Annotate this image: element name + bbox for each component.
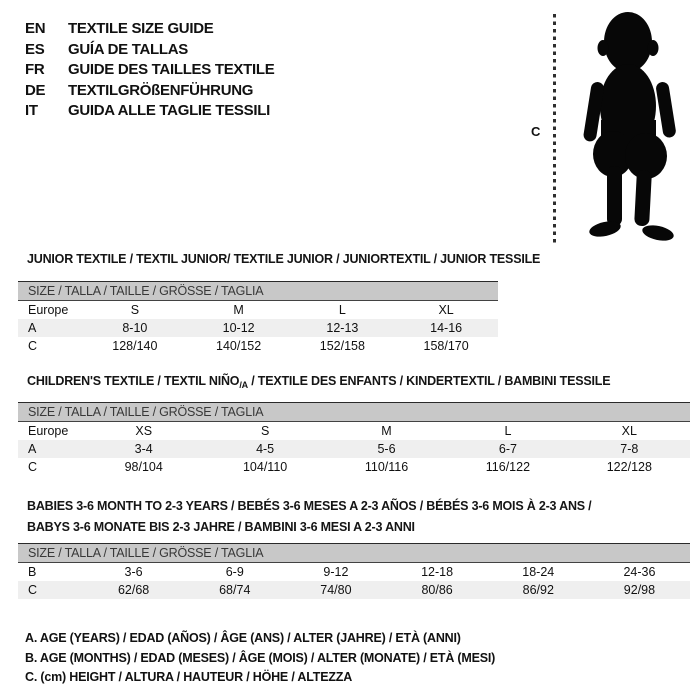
age-cell: 24-36: [623, 564, 656, 579]
table-row-age-months: [18, 563, 690, 581]
toddler-silhouette-figure: [562, 8, 698, 250]
language-label: GUIDE DES TAILLES TEXTILE: [68, 61, 275, 78]
language-row-fr: [25, 60, 274, 81]
footnote-c: C. (cm) HEIGHT / ALTURA / HAUTEUR / HÖHE / ALTEZZA: [25, 670, 353, 684]
height-cell: 62/68: [117, 582, 150, 597]
height-cell: 116/122: [485, 459, 531, 474]
table-row-height: [18, 458, 690, 476]
language-code: DE: [25, 81, 46, 99]
height-cell: 80/86: [421, 582, 453, 597]
babies-title-line1: BABIES 3-6 MONTH TO 2-3 YEARS / BEBÉS 3-6 MESES A 2-3 AÑOS / BÉBÉS 3-6 MOIS À 2-3 ANS /: [27, 499, 592, 513]
height-measure-dashed-line: [553, 14, 556, 246]
language-label: TEXTILGRÖßENFÜHRUNG: [68, 81, 254, 99]
children-title-post: / TEXTILE DES ENFANTS / KINDERTEXTIL / BAMBINI TESSILE: [247, 374, 611, 388]
children-table-title: [27, 374, 610, 390]
toddler-silhouette-icon: [562, 8, 698, 250]
table-row-height: [18, 337, 498, 355]
height-cell: 98/104: [124, 459, 163, 474]
size-cell: L: [338, 302, 346, 317]
junior-table-title: JUNIOR TEXTILE / TEXTIL JUNIOR/ TEXTILE JUNIOR / JUNIORTEXTIL / JUNIOR TESSILE: [27, 252, 541, 266]
row-label: B: [28, 564, 37, 579]
babies-title-line2: BABYS 3-6 MONATE BIS 2-3 JAHRE / BAMBINI 3-6 MESI A 2-3 ANNI: [27, 519, 415, 534]
height-cell: 158/170: [423, 338, 469, 353]
junior-size-table: [18, 281, 498, 355]
age-cell: 5-6: [377, 441, 396, 456]
children-size-table: [18, 402, 690, 476]
age-cell: 12-13: [326, 320, 359, 335]
size-cell: XS: [135, 423, 153, 438]
age-cell: 6-7: [498, 441, 517, 456]
language-code: ES: [25, 40, 45, 58]
height-cell: 92/98: [623, 582, 656, 597]
age-cell: 14-16: [430, 320, 463, 335]
height-cell: 122/128: [606, 459, 652, 474]
babies-size-table: [18, 543, 690, 599]
height-cell: 104/110: [242, 459, 288, 474]
row-label: C: [28, 338, 38, 353]
language-row-it: [25, 101, 274, 122]
table-row-europe: [18, 422, 690, 440]
age-cell: 8-10: [122, 320, 148, 335]
language-code: IT: [25, 102, 38, 119]
row-label: A: [28, 441, 37, 456]
language-row-es: [25, 40, 274, 61]
size-header-bar: SIZE / TALLA / TAILLE / GRÖSSE / TAGLIA: [18, 282, 498, 301]
babies-table-title: [27, 496, 591, 537]
height-cell: 140/152: [216, 338, 262, 353]
height-cell: 68/74: [219, 582, 251, 597]
table-row-age: [18, 319, 498, 337]
size-cell: M: [381, 423, 392, 438]
age-cell: 6-9: [225, 564, 244, 579]
size-cell: L: [504, 423, 512, 438]
size-cell: M: [233, 302, 244, 317]
table-row-height: [18, 581, 690, 599]
height-cell: 74/80: [320, 582, 352, 597]
language-row-en: [25, 19, 274, 40]
size-cell: XL: [438, 302, 454, 317]
age-cell: 4-5: [256, 441, 275, 456]
row-label: C: [28, 459, 38, 474]
height-cell: 152/158: [319, 338, 365, 353]
size-header-bar: SIZE / TALLA / TAILLE / GRÖSSE / TAGLIA: [18, 544, 690, 563]
language-code: FR: [25, 61, 45, 78]
age-cell: 12-18: [421, 564, 454, 579]
row-label: Europe: [28, 302, 69, 317]
row-label: C: [28, 582, 38, 597]
language-list: [25, 19, 274, 122]
size-cell: S: [260, 423, 270, 438]
age-cell: 10-12: [222, 320, 255, 335]
language-label: GUÍA DE TALLAS: [68, 40, 188, 58]
footnote-a: A. AGE (YEARS) / EDAD (AÑOS) / ÂGE (ANS) / ALTER (JAHRE) / ETÀ (ANNI): [25, 631, 461, 645]
age-cell: 3-6: [124, 564, 143, 579]
age-cell: 18-24: [522, 564, 555, 579]
row-label: Europe: [28, 423, 69, 438]
row-label: A: [28, 320, 37, 335]
size-cell: S: [130, 302, 140, 317]
size-cell: XL: [621, 423, 637, 438]
height-cell: 86/92: [522, 582, 554, 597]
footnotes: [25, 629, 495, 688]
children-title-sub: /A: [239, 380, 248, 390]
height-cell: 110/116: [364, 459, 409, 474]
language-label: GUIDA ALLE TAGLIE TESSILI: [68, 102, 270, 119]
language-row-de: [25, 81, 274, 102]
height-cell: 128/140: [112, 338, 158, 353]
table-row-europe: [18, 301, 498, 319]
size-header-bar: SIZE / TALLA / TAILLE / GRÖSSE / TAGLIA: [18, 403, 690, 422]
measure-label-c: C: [531, 124, 541, 139]
children-title-pre: CHILDREN'S TEXTILE / TEXTIL NIÑO: [27, 374, 240, 388]
footnote-b: B. AGE (MONTHS) / EDAD (MESES) / ÂGE (MOIS) / ALTER (MONATE) / ETÀ (MESI): [25, 650, 496, 665]
language-label: TEXTILE SIZE GUIDE: [68, 20, 214, 37]
table-row-age: [18, 440, 690, 458]
age-cell: 9-12: [323, 564, 349, 579]
age-cell: 3-4: [134, 441, 153, 456]
language-code: EN: [25, 20, 46, 37]
age-cell: 7-8: [620, 441, 639, 456]
